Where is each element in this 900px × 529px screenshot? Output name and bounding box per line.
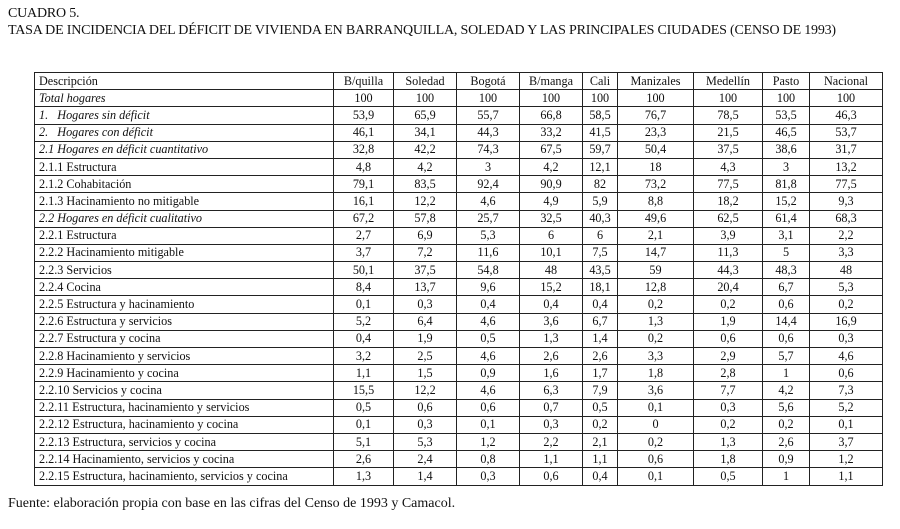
table-cell: 100 (520, 90, 583, 107)
table-cell: 2,5 (394, 348, 457, 365)
table-cell: 5,7 (763, 348, 810, 365)
column-header: Cali (583, 73, 618, 90)
table-cell: 18 (618, 158, 694, 175)
row-label: 2.2.3 Servicios (35, 262, 334, 279)
table-cell: 5,1 (334, 433, 394, 450)
table-row (35, 141, 883, 158)
table-row (35, 107, 883, 124)
table-cell: 3 (763, 158, 810, 175)
row-label: 2. Hogares con déficit (35, 124, 334, 141)
table-cell: 2,7 (334, 227, 394, 244)
table-cell: 2,6 (583, 348, 618, 365)
table-cell: 0,2 (763, 416, 810, 433)
table-cell: 13,2 (810, 158, 883, 175)
table-cell: 46,5 (763, 124, 810, 141)
table-cell: 6,7 (763, 279, 810, 296)
column-header: Soledad (394, 73, 457, 90)
table-cell: 3 (457, 158, 520, 175)
table-cell: 4,6 (457, 313, 520, 330)
table-cell: 1,7 (583, 365, 618, 382)
table-cell: 15,5 (334, 382, 394, 399)
table-cell: 18,2 (694, 193, 763, 210)
row-label: 2.2.9 Hacinamiento y cocina (35, 365, 334, 382)
column-header: B/quilla (334, 73, 394, 90)
table-cell: 3,9 (694, 227, 763, 244)
table-row (35, 433, 883, 450)
table-cell: 3,7 (810, 433, 883, 450)
table-cell: 0,6 (457, 399, 520, 416)
table-cell: 3,1 (763, 227, 810, 244)
table-cell: 0 (618, 416, 694, 433)
table-row (35, 124, 883, 141)
table-cell: 78,5 (694, 107, 763, 124)
table-cell: 77,5 (810, 176, 883, 193)
table-cell: 0,3 (810, 330, 883, 347)
table-cell: 13,7 (394, 279, 457, 296)
table-cell: 1,1 (810, 468, 883, 485)
table-cell: 48 (520, 262, 583, 279)
column-header: Medellín (694, 73, 763, 90)
table-cell: 100 (618, 90, 694, 107)
table-cell: 4,9 (520, 193, 583, 210)
table-cell: 15,2 (520, 279, 583, 296)
table-cell: 0,1 (334, 296, 394, 313)
table-title: TASA DE INCIDENCIA DEL DÉFICIT DE VIVIENDA EN BARRANQUILLA, SOLEDAD Y LAS PRINCIPALES CIUDADES (CENSO DE 1993) (8, 23, 836, 38)
table-cell: 3,3 (618, 348, 694, 365)
table-cell: 2,9 (694, 348, 763, 365)
table-cell: 1,2 (457, 433, 520, 450)
table-cell: 83,5 (394, 176, 457, 193)
table-cell: 74,3 (457, 141, 520, 158)
table-cell: 7,2 (394, 244, 457, 261)
table-cell: 0,2 (694, 296, 763, 313)
table-cell: 49,6 (618, 210, 694, 227)
table-cell: 2,2 (520, 433, 583, 450)
table-cell: 16,9 (810, 313, 883, 330)
table-cell: 0,2 (618, 296, 694, 313)
table-cell: 82 (583, 176, 618, 193)
table-cell: 0,6 (763, 296, 810, 313)
table-row (35, 210, 883, 227)
table-cell: 61,4 (763, 210, 810, 227)
table-cell: 4,8 (334, 158, 394, 175)
table-row (35, 158, 883, 175)
row-label: 2.2.1 Estructura (35, 227, 334, 244)
table-cell: 0,2 (694, 416, 763, 433)
table-cell: 2,8 (694, 365, 763, 382)
table-cell: 0,4 (520, 296, 583, 313)
table-cell: 53,5 (763, 107, 810, 124)
table-cell: 1,8 (694, 451, 763, 468)
table-cell: 5,3 (810, 279, 883, 296)
table-cell: 34,1 (394, 124, 457, 141)
table-cell: 4,6 (457, 348, 520, 365)
table-cell: 1,3 (618, 313, 694, 330)
table-cell: 0,7 (520, 399, 583, 416)
table-cell: 1,1 (520, 451, 583, 468)
row-label: 2.2.4 Cocina (35, 279, 334, 296)
table-cell: 1,9 (694, 313, 763, 330)
table-cell: 65,9 (394, 107, 457, 124)
table-cell: 0,4 (457, 296, 520, 313)
table-cell: 11,6 (457, 244, 520, 261)
table-cell: 5,9 (583, 193, 618, 210)
row-label: 2.2.2 Hacinamiento mitigable (35, 244, 334, 261)
table-cell: 25,7 (457, 210, 520, 227)
table-cell: 16,1 (334, 193, 394, 210)
row-label: 1. Hogares sin déficit (35, 107, 334, 124)
table-cell: 1 (763, 365, 810, 382)
table-cell: 12,1 (583, 158, 618, 175)
table-cell: 1,3 (520, 330, 583, 347)
table-cell: 7,5 (583, 244, 618, 261)
row-label: Total hogares (35, 90, 334, 107)
table-cell: 62,5 (694, 210, 763, 227)
table-cell: 4,2 (394, 158, 457, 175)
table-cell: 4,2 (520, 158, 583, 175)
table-cell: 1,3 (334, 468, 394, 485)
table-row (35, 193, 883, 210)
table-row (35, 296, 883, 313)
table-cell: 46,3 (810, 107, 883, 124)
table-cell: 92,4 (457, 176, 520, 193)
table-row (35, 176, 883, 193)
table-cell: 2,6 (763, 433, 810, 450)
row-label: 2.2.15 Estructura, hacinamiento, servicios y cocina (35, 468, 334, 485)
table-cell: 42,2 (394, 141, 457, 158)
table-cell: 53,7 (810, 124, 883, 141)
table-cell: 38,6 (763, 141, 810, 158)
table-cell: 0,2 (618, 330, 694, 347)
table-cell: 1 (763, 468, 810, 485)
housing-deficit-table (34, 72, 883, 486)
table-cell: 58,5 (583, 107, 618, 124)
table-cell: 43,5 (583, 262, 618, 279)
table-row (35, 279, 883, 296)
table-cell: 3,6 (520, 313, 583, 330)
table-row (35, 365, 883, 382)
table-cell: 100 (457, 90, 520, 107)
row-label: 2.1.3 Hacinamiento no mitigable (35, 193, 334, 210)
table-cell: 3,6 (618, 382, 694, 399)
table-cell: 76,7 (618, 107, 694, 124)
table-cell: 6 (583, 227, 618, 244)
table-cell: 100 (763, 90, 810, 107)
table-cell: 5,2 (810, 399, 883, 416)
table-cell: 0,2 (810, 296, 883, 313)
table-cell: 12,2 (394, 193, 457, 210)
table-cell: 50,1 (334, 262, 394, 279)
table-cell: 0,3 (520, 416, 583, 433)
table-cell: 2,6 (520, 348, 583, 365)
table-row (35, 451, 883, 468)
table-cell: 1,9 (394, 330, 457, 347)
table-cell: 0,5 (694, 468, 763, 485)
table-cell: 57,8 (394, 210, 457, 227)
table-row (35, 330, 883, 347)
table-cell: 0,5 (334, 399, 394, 416)
table-cell: 44,3 (457, 124, 520, 141)
row-label: 2.1.2 Cohabitación (35, 176, 334, 193)
row-label: 2.2.7 Estructura y cocina (35, 330, 334, 347)
table-cell: 14,7 (618, 244, 694, 261)
table-cell: 4,2 (763, 382, 810, 399)
table-cell: 0,3 (394, 296, 457, 313)
table-cell: 37,5 (394, 262, 457, 279)
table-cell: 44,3 (694, 262, 763, 279)
table-cell: 5,6 (763, 399, 810, 416)
table-row (35, 348, 883, 365)
table-cell: 68,3 (810, 210, 883, 227)
table-cell: 0,6 (694, 330, 763, 347)
table-cell: 32,5 (520, 210, 583, 227)
table-cell: 79,1 (334, 176, 394, 193)
table-cell: 8,4 (334, 279, 394, 296)
table-cell: 1,8 (618, 365, 694, 382)
table-cell: 1,1 (583, 451, 618, 468)
table-cell: 0,5 (457, 330, 520, 347)
column-header: Manizales (618, 73, 694, 90)
table-cell: 0,1 (810, 416, 883, 433)
table-cell: 1,4 (583, 330, 618, 347)
table-cell: 0,9 (457, 365, 520, 382)
row-label: 2.2.6 Estructura y servicios (35, 313, 334, 330)
table-cell: 21,5 (694, 124, 763, 141)
table-cell: 14,4 (763, 313, 810, 330)
table-cell: 0,4 (334, 330, 394, 347)
table-row (35, 382, 883, 399)
table-cell: 6,9 (394, 227, 457, 244)
table-cell: 12,2 (394, 382, 457, 399)
table-cell: 48,3 (763, 262, 810, 279)
table-cell: 0,6 (763, 330, 810, 347)
table-cell: 100 (334, 90, 394, 107)
table-cell: 0,6 (810, 365, 883, 382)
table-cell: 0,3 (694, 399, 763, 416)
table-cell: 66,8 (520, 107, 583, 124)
table-cell: 48 (810, 262, 883, 279)
column-header-description: Descripción (35, 73, 334, 90)
table-cell: 55,7 (457, 107, 520, 124)
table-cell: 7,7 (694, 382, 763, 399)
table-cell: 0,8 (457, 451, 520, 468)
table-cell: 0,1 (618, 468, 694, 485)
table-row (35, 227, 883, 244)
table-cell: 11,3 (694, 244, 763, 261)
table-cell: 4,6 (457, 382, 520, 399)
table-cell: 2,1 (618, 227, 694, 244)
table-cell: 100 (583, 90, 618, 107)
table-cell: 5 (763, 244, 810, 261)
table-row (35, 90, 883, 107)
table-cell: 0,1 (457, 416, 520, 433)
table-cell: 54,8 (457, 262, 520, 279)
table-row (35, 313, 883, 330)
table-row (35, 468, 883, 485)
table-cell: 5,3 (457, 227, 520, 244)
table-cell: 20,4 (694, 279, 763, 296)
table-cell: 2,4 (394, 451, 457, 468)
row-label: 2.2.5 Estructura y hacinamiento (35, 296, 334, 313)
row-label: 2.1 Hogares en déficit cuantitativo (35, 141, 334, 158)
table-cell: 3,3 (810, 244, 883, 261)
table-cell: 50,4 (618, 141, 694, 158)
table-cell: 0,2 (618, 433, 694, 450)
table-header-row (35, 73, 883, 90)
table-cell: 6,3 (520, 382, 583, 399)
table-cell: 2,6 (334, 451, 394, 468)
row-label: 2.2.11 Estructura, hacinamiento y servicios (35, 399, 334, 416)
table-cell: 46,1 (334, 124, 394, 141)
row-label: 2.1.1 Estructura (35, 158, 334, 175)
table-cell: 1,4 (394, 468, 457, 485)
table-cell: 77,5 (694, 176, 763, 193)
table-cell: 0,4 (583, 468, 618, 485)
table-cell: 40,3 (583, 210, 618, 227)
table-cell: 4,3 (694, 158, 763, 175)
row-label: 2.2.13 Estructura, servicios y cocina (35, 433, 334, 450)
table-cell: 7,9 (583, 382, 618, 399)
column-header: B/manga (520, 73, 583, 90)
table-cell: 0,3 (394, 416, 457, 433)
table-cell: 0,9 (763, 451, 810, 468)
table-cell: 3,7 (334, 244, 394, 261)
table-cell: 18,1 (583, 279, 618, 296)
table-cell: 100 (694, 90, 763, 107)
table-cell: 100 (394, 90, 457, 107)
source-note: Fuente: elaboración propia con base en las cifras del Censo de 1993 y Camacol. (8, 496, 456, 511)
table-cell: 0,5 (583, 399, 618, 416)
row-label: 2.2 Hogares en déficit cualitativo (35, 210, 334, 227)
column-header: Pasto (763, 73, 810, 90)
table-caption-label: CUADRO 5. (8, 6, 80, 21)
table-cell: 81,8 (763, 176, 810, 193)
table-cell: 67,2 (334, 210, 394, 227)
table-cell: 9,3 (810, 193, 883, 210)
table-cell: 1,5 (394, 365, 457, 382)
table-cell: 8,8 (618, 193, 694, 210)
table-cell: 41,5 (583, 124, 618, 141)
table-cell: 1,6 (520, 365, 583, 382)
table-cell: 1,3 (694, 433, 763, 450)
table-cell: 15,2 (763, 193, 810, 210)
table-cell: 0,1 (618, 399, 694, 416)
table-cell: 73,2 (618, 176, 694, 193)
table-cell: 4,6 (457, 193, 520, 210)
table-cell: 23,3 (618, 124, 694, 141)
table-cell: 31,7 (810, 141, 883, 158)
table-cell: 59,7 (583, 141, 618, 158)
table-cell: 67,5 (520, 141, 583, 158)
row-label: 2.2.12 Estructura, hacinamiento y cocina (35, 416, 334, 433)
table-cell: 0,6 (394, 399, 457, 416)
table-cell: 90,9 (520, 176, 583, 193)
column-header: Bogotá (457, 73, 520, 90)
table-cell: 4,6 (810, 348, 883, 365)
table-cell: 2,1 (583, 433, 618, 450)
table-cell: 10,1 (520, 244, 583, 261)
table-row (35, 399, 883, 416)
table-cell: 2,2 (810, 227, 883, 244)
table-cell: 37,5 (694, 141, 763, 158)
table-cell: 7,3 (810, 382, 883, 399)
table-cell: 33,2 (520, 124, 583, 141)
table-row (35, 244, 883, 261)
table-cell: 1,2 (810, 451, 883, 468)
table-cell: 6,4 (394, 313, 457, 330)
row-label: 2.2.14 Hacinamiento, servicios y cocina (35, 451, 334, 468)
table-cell: 6,7 (583, 313, 618, 330)
table-cell: 0,1 (334, 416, 394, 433)
table-cell: 0,3 (457, 468, 520, 485)
table-cell: 6 (520, 227, 583, 244)
table-cell: 3,2 (334, 348, 394, 365)
table-row (35, 416, 883, 433)
table-row (35, 262, 883, 279)
row-label: 2.2.8 Hacinamiento y servicios (35, 348, 334, 365)
table-cell: 0,6 (520, 468, 583, 485)
table-cell: 100 (810, 90, 883, 107)
table-cell: 5,3 (394, 433, 457, 450)
column-header: Nacional (810, 73, 883, 90)
table-cell: 5,2 (334, 313, 394, 330)
row-label: 2.2.10 Servicios y cocina (35, 382, 334, 399)
table-cell: 32,8 (334, 141, 394, 158)
table-cell: 12,8 (618, 279, 694, 296)
table-cell: 0,4 (583, 296, 618, 313)
table-cell: 1,1 (334, 365, 394, 382)
table-cell: 59 (618, 262, 694, 279)
table-cell: 0,2 (583, 416, 618, 433)
table-cell: 0,6 (618, 451, 694, 468)
table-cell: 53,9 (334, 107, 394, 124)
table-cell: 9,6 (457, 279, 520, 296)
